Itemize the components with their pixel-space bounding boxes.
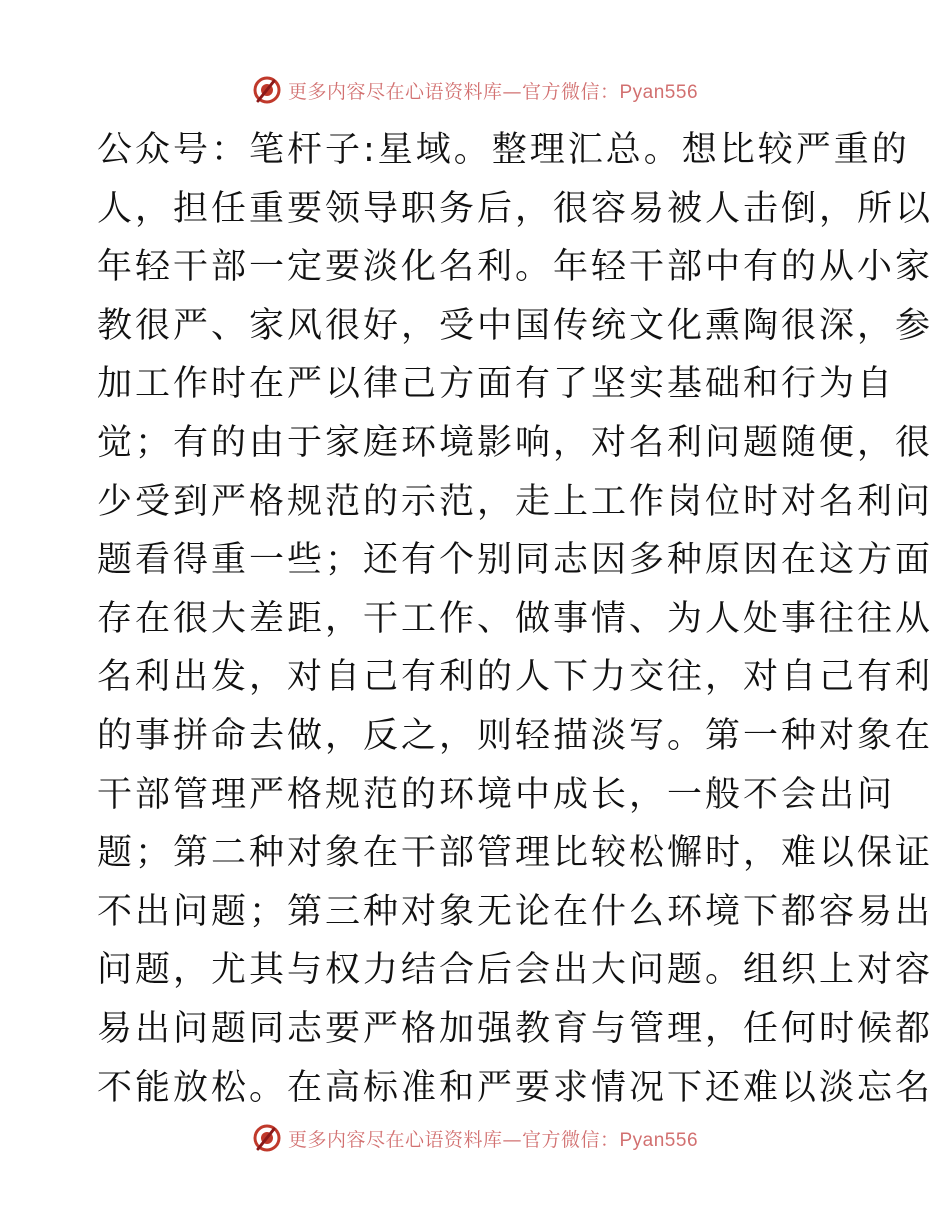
- pen-seal-icon: [252, 75, 282, 105]
- text-line: 干部管理严格规范的环境中成长，一般不会出问: [97, 774, 896, 815]
- text-line: 易出问题同志要严格加强教育与管理，任何时候都: [97, 1008, 934, 1049]
- watermark-main: 更多内容尽在心语资料库—官方微信：: [287, 80, 620, 103]
- text-line: 年轻干部一定要淡化名利。年轻干部中有的从小家: [97, 247, 934, 288]
- pen-seal-icon: [252, 1123, 282, 1153]
- page-header-watermark: [0, 70, 950, 110]
- text-line: 的事拼命去做，反之，则轻描淡写。第一种对象在: [97, 715, 934, 756]
- text-line: 题看得重一些；还有个别同志因多种原因在这方面: [97, 540, 934, 581]
- text-line: 人，担任重要领导职务后，很容易被人击倒，所以: [97, 188, 934, 229]
- watermark-id: Pyan556: [619, 81, 699, 103]
- text-line: 教很严、家风很好，受中国传统文化熏陶很深，参: [97, 305, 934, 346]
- page-footer-watermark: [0, 1118, 950, 1158]
- document-body: [97, 121, 934, 1117]
- watermark-main: 更多内容尽在心语资料库—官方微信：: [287, 1128, 620, 1151]
- text-line: 存在很大差距，干工作、做事情、为人处事往往从: [97, 598, 934, 639]
- text-line: 少受到严格规范的示范，走上工作岗位时对名利问: [97, 481, 934, 522]
- text-line: 公众号：笔杆子:星域。整理汇总。想比较严重的: [97, 130, 910, 170]
- watermark-text: [288, 77, 698, 104]
- text-line: 题；第二种对象在干部管理比较松懈时，难以保证: [97, 833, 934, 874]
- watermark-text: [288, 1125, 698, 1152]
- text-line: 不出问题；第三种对象无论在什么环境下都容易出: [97, 891, 934, 932]
- text-line: 觉；有的由于家庭环境影响，对名利问题随便，很: [97, 422, 934, 463]
- text-line: 不能放松。在高标准和严要求情况下还难以淡忘名: [97, 1067, 934, 1108]
- watermark-id: Pyan556: [619, 1129, 699, 1151]
- text-line: 名利出发，对自己有利的人下力交往，对自己有利: [97, 657, 934, 698]
- text-line: 问题，尤其与权力结合后会出大问题。组织上对容: [97, 950, 934, 991]
- text-line: 加工作时在严以律己方面有了坚实基础和行为自: [97, 364, 896, 405]
